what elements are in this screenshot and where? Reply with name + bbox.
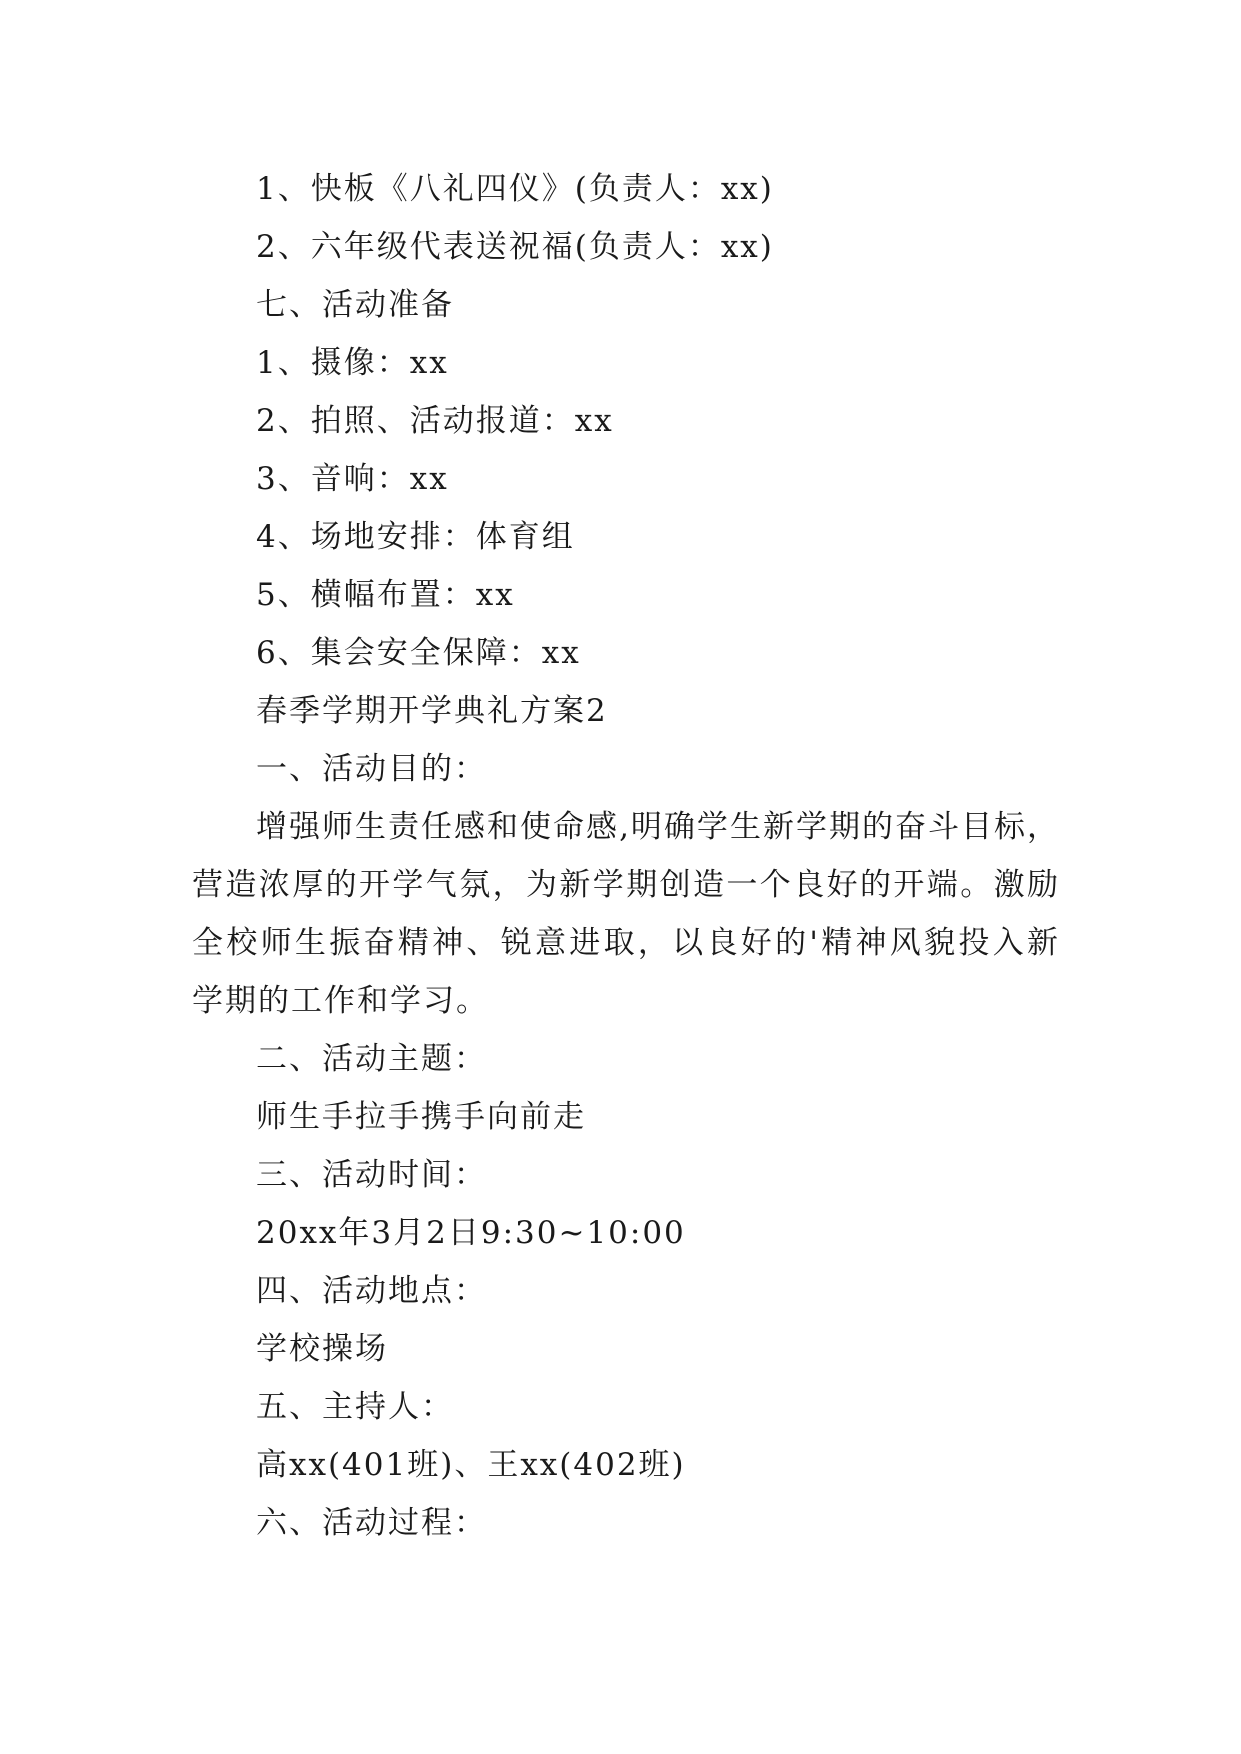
host-text: 高xx(401班)、王xx(402班) <box>256 1447 686 1483</box>
section-heading-preparation: 七、活动准备 <box>256 287 454 323</box>
item-kuaiban: 1、快板《八礼四仪》(负责人：xx) <box>256 171 774 207</box>
section-heading-theme: 二、活动主题： <box>256 1041 487 1077</box>
section-heading-location: 四、活动地点： <box>256 1273 487 1309</box>
theme-text: 师生手拉手携手向前走 <box>256 1099 586 1135</box>
item-venue: 4、场地安排：体育组 <box>256 519 575 555</box>
section-heading-purpose: 一、活动目的： <box>256 751 487 787</box>
section-heading-process: 六、活动过程： <box>256 1505 487 1541</box>
purpose-paragraph: 增强师生责任感和使命感,明确学生新学期的奋斗目标，营造浓厚的开学气氛，为新学期创造一个良好的开端。激励全校师生振奋精神、锐意进取，以良好的'精神风貌投入新学期的工作和学习。 <box>192 809 1060 1019</box>
section-heading-host: 五、主持人： <box>256 1389 454 1425</box>
section-heading-time: 三、活动时间： <box>256 1157 487 1193</box>
item-safety: 6、集会安全保障：xx <box>256 635 581 671</box>
item-banner: 5、横幅布置：xx <box>256 577 515 613</box>
location-text: 学校操场 <box>256 1331 388 1367</box>
document-body <box>192 160 1060 1552</box>
item-blessing: 2、六年级代表送祝福(负责人：xx) <box>256 229 774 265</box>
item-photo-report: 2、拍照、活动报道：xx <box>256 403 614 439</box>
item-video: 1、摄像：xx <box>256 345 449 381</box>
document-title: 春季学期开学典礼方案2 <box>256 693 608 729</box>
time-text: 20xx年3月2日9:30~10:00 <box>256 1215 686 1251</box>
item-audio: 3、音响：xx <box>256 461 449 497</box>
